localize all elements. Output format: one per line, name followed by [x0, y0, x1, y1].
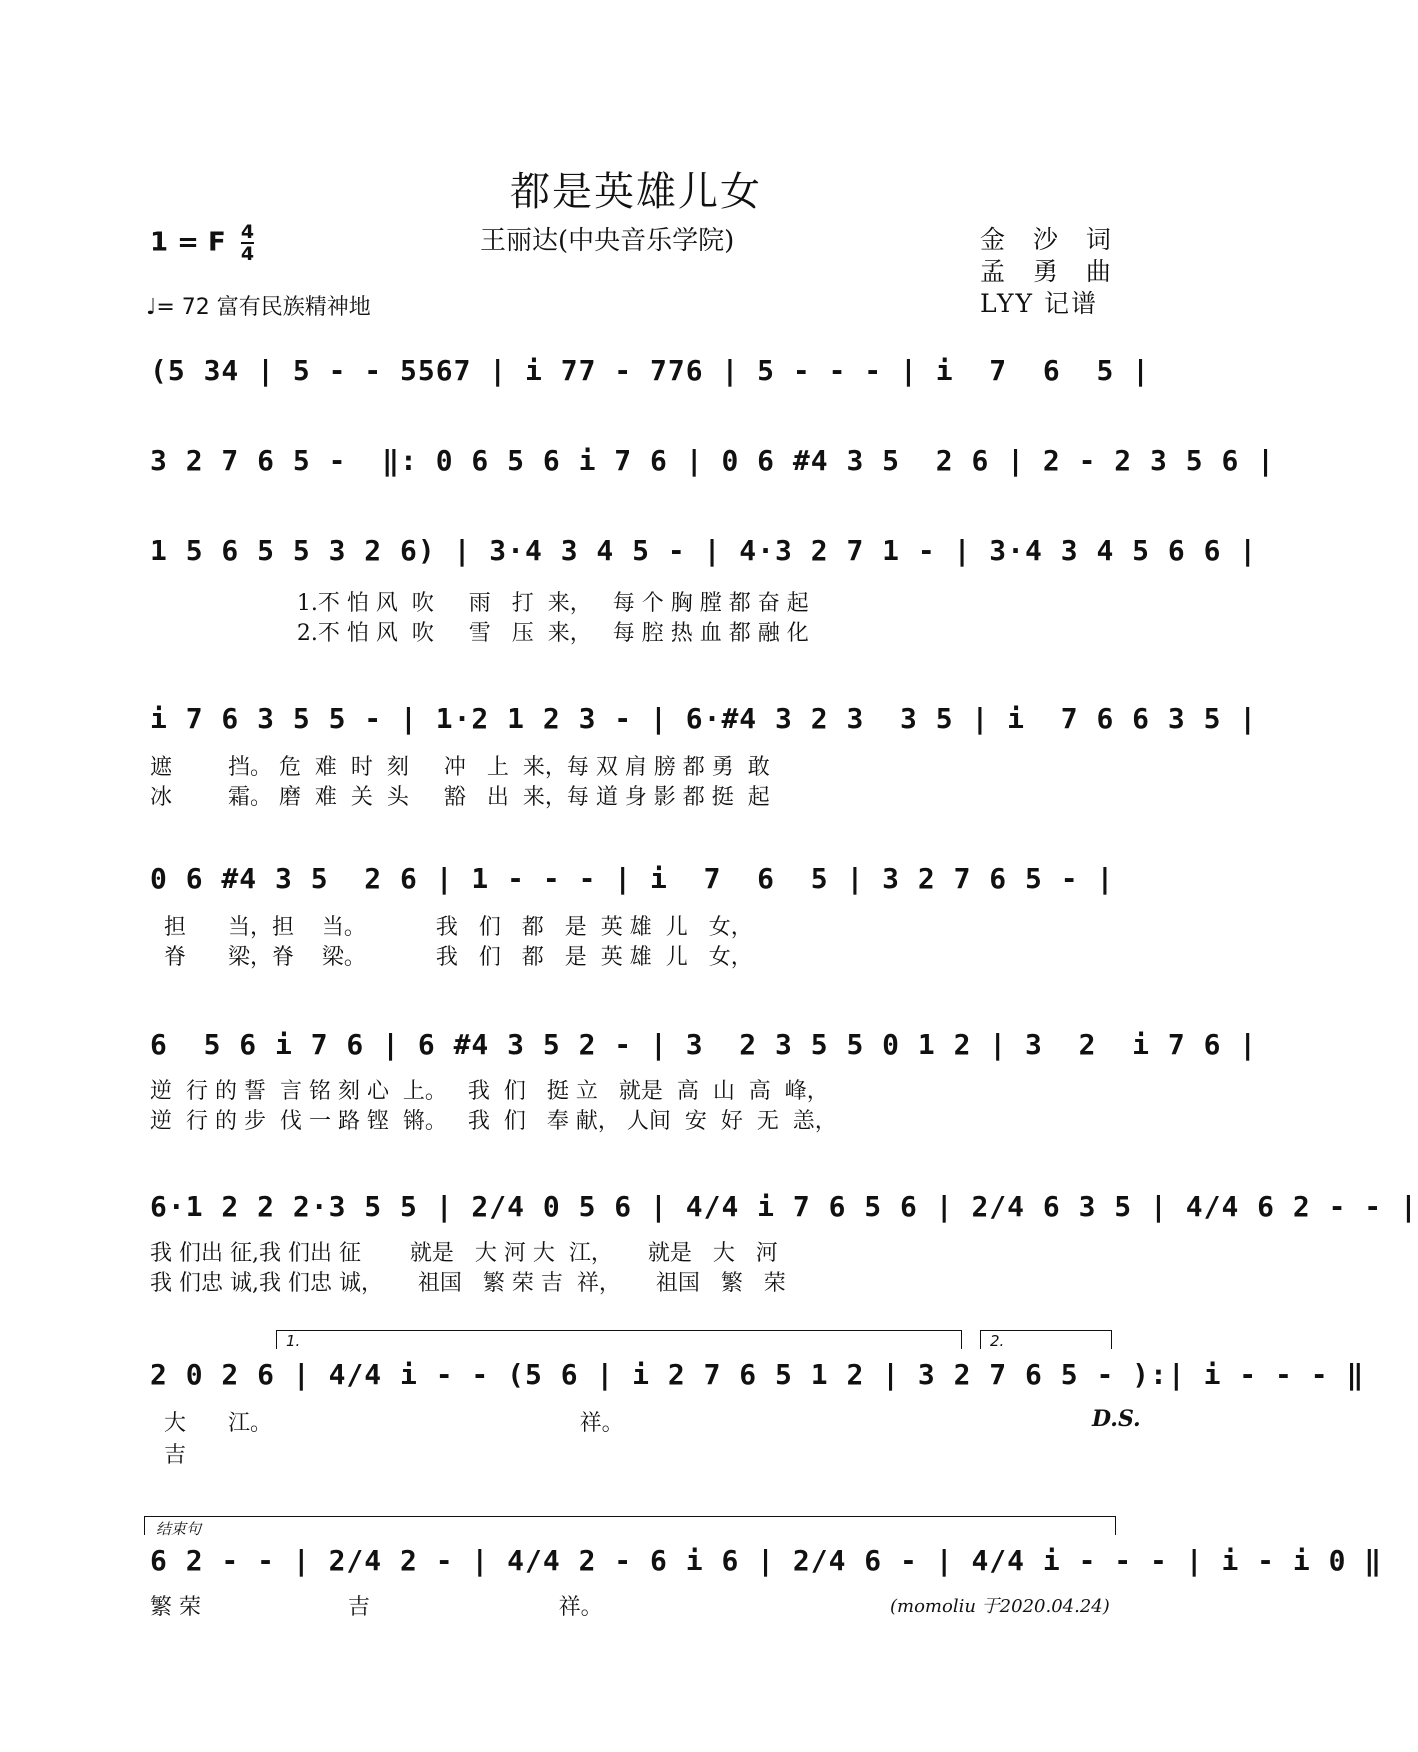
- notes-line: 6·1 2 2 2·3 5 5 | 2/4 0 5 6 | 4/4 i 7 6 5 6 | 2/4 6 3 5 | 4/4 6 2 - - |: [150, 1190, 1418, 1223]
- lyric-verse-2: 2.不 怕 风 吹 雪 压 来， 每 腔 热 血 都 融 化: [150, 621, 809, 646]
- lyric-verse-2: 吉: [150, 1443, 186, 1468]
- transcriber-credit: LYY 记谱: [980, 289, 1098, 318]
- lyric-verse-1: 1.不 怕 风 吹 雨 打 来， 每 个 胸 膛 都 奋 起: [150, 591, 809, 616]
- composer-credit: 孟 勇 曲: [980, 257, 1121, 286]
- singer-credit: 王丽达(中央音乐学院): [480, 226, 735, 256]
- lyric-verse-2: 冰 霜。 磨 难 关 头 豁 出 来，每 道 身 影 都 挺 起: [150, 785, 770, 810]
- volta-bracket-1: [276, 1330, 962, 1349]
- notes-line: 1 5 6 5 5 3 2 6) | 3·4 3 4 5 - | 4·3 2 7 1 - | 3·4 3 4 5 6 6 |: [150, 534, 1258, 567]
- song-title: 都是英雄儿女: [510, 169, 762, 215]
- lyric-verse-2: 脊 梁，脊 梁。 我 们 都 是 英 雄 儿 女，: [150, 945, 753, 970]
- volta-1-label: 1.: [286, 1332, 301, 1350]
- lyricist-credit: 金 沙 词: [980, 225, 1121, 254]
- notes-line: 3 2 7 6 5 - ‖: 0 6 5 6 i 7 6 | 0 6 #4 3 5 2 6 | 2 - 2 3 5 6 |: [150, 444, 1276, 477]
- transcriber-signature: (momoliu 于2020.04.24): [890, 1596, 1110, 1617]
- lyric-verse-1: 逆 行 的 誓 言 铭 刻 心 上。 我 们 挺 立 就是 高 山 高 峰，: [150, 1079, 829, 1104]
- lyric-verse-2: 我 们忠 诚,我 们忠 诚， 祖国 繁 荣 吉 祥， 祖国 繁 荣: [150, 1271, 786, 1296]
- ds-marking: D.S.: [1092, 1406, 1141, 1432]
- lyric-verse-1: 我 们出 征,我 们出 征 就是 大 河 大 江， 就是 大 河: [150, 1241, 778, 1266]
- lyric-verse-1: 担 当，担 当。 我 们 都 是 英 雄 儿 女，: [150, 915, 753, 940]
- lyric-verse-2: 逆 行 的 步 伐 一 路 铿 锵。 我 们 奉 献， 人间 安 好 无 恙，: [150, 1109, 837, 1134]
- lyric-verse-1: 繁 荣 吉 祥。: [150, 1595, 603, 1620]
- coda-bracket: [144, 1516, 1116, 1535]
- coda-label: 结束句: [156, 1520, 202, 1538]
- tempo-marking: ♩= 72 富有民族精神地: [146, 295, 371, 320]
- notes-line: 0 6 #4 3 5 2 6 | 1 - - - | i 7 6 5 | 3 2 7 6 5 - |: [150, 862, 1115, 895]
- time-signature: $\frac{4}{4}$: [240, 221, 255, 265]
- notes-line: i 7 6 3 5 5 - | 1·2 1 2 3 - | 6·#4 3 2 3 3 5 | i 7 6 6 3 5 |: [150, 702, 1258, 735]
- volta-2-label: 2.: [990, 1332, 1005, 1350]
- notes-line: 6 5 6 i 7 6 | 6 #4 3 5 2 - | 3 2 3 5 5 0 1 2 | 3 2 i 7 6 |: [150, 1028, 1258, 1061]
- lyric-verse-1: 遮 挡。 危 难 时 刻 冲 上 来，每 双 肩 膀 都 勇 敢: [150, 755, 770, 780]
- notes-line: (5 34 | 5 - - 5567 | i 77 - 776 | 5 - - - | i 7 6 5 |: [150, 354, 1151, 387]
- lyric-verse-1: 大 江。 祥。: [150, 1411, 624, 1436]
- notes-line: 6 2 - - | 2/4 2 - | 4/4 2 - 6 i 6 | 2/4 6 - | 4/4 i - - - | i - i 0 ‖: [150, 1544, 1383, 1577]
- notes-line: 2 0 2 6 | 4/4 i - - (5 6 | i 2 7 6 5 1 2 | 3 2 7 6 5 - ):| i - - - ‖: [150, 1358, 1365, 1391]
- key-signature: 1 = F $\frac{4}{4}$: [150, 221, 255, 265]
